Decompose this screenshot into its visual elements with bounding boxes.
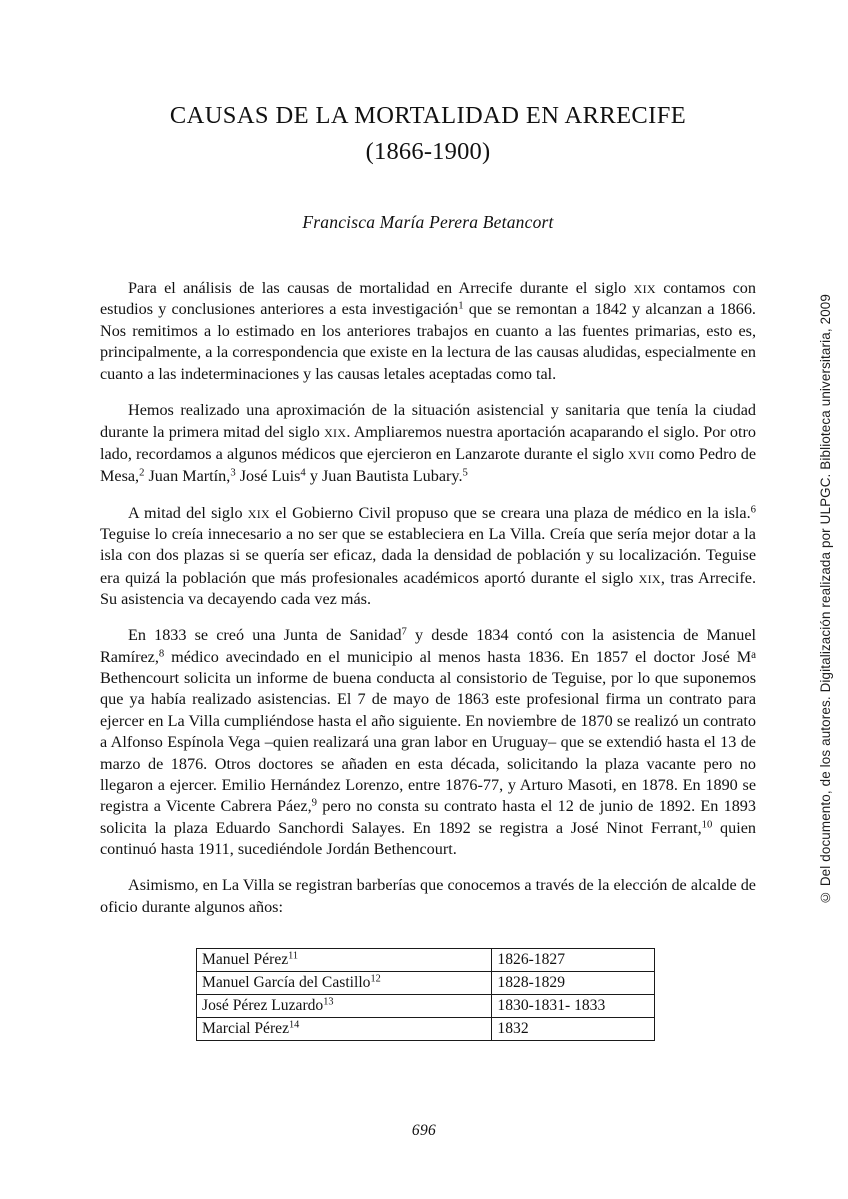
- p3-text-b: el Gobierno Civil propuso que se creara una plaza de médico en la isla.: [270, 503, 751, 522]
- p4-text-b: y desde 1834 contó con la asistencia de Manuel Ramírez,: [100, 626, 757, 666]
- paragraph-2: [100, 400, 756, 488]
- paragraph-4: [100, 625, 756, 860]
- footnote-ref-8: 8: [158, 647, 165, 660]
- p4-text-a: En 1833 se creó una Junta de Sanidad: [128, 626, 402, 645]
- p3-text-d: , tras Arrecife. Su asistencia va decayendo cada vez más.: [100, 568, 756, 609]
- page-subtitle: (1866-1900): [365, 138, 491, 165]
- barbers-table-body: [197, 949, 655, 1041]
- p2-text-e: José Luis: [235, 466, 301, 485]
- barber-name: José Pérez Luzardo: [202, 997, 324, 1014]
- side-copyright-text: © Del documento, de los autores. Digitalización realizada por ULPGC. Biblioteca universitaria, 2009: [817, 293, 833, 906]
- footnote-ref-11: 11: [288, 950, 299, 962]
- footnote-ref-14: 14: [289, 1019, 300, 1031]
- p2-text-a: Hemos realizado una aproximación de la situación asistencial y sanitaria que tenía la ciudad durante la primera mitad del siglo: [100, 400, 756, 441]
- footnote-ref-2: 2: [139, 466, 145, 479]
- p3-smallcaps-century-2: xix: [638, 567, 661, 587]
- p2-text-d: Juan Martín,: [144, 466, 231, 485]
- p3-smallcaps-century-1: xix: [247, 502, 271, 522]
- p2-smallcaps-century-1: xix: [324, 421, 347, 441]
- table-cell-years: 1828-1829: [492, 972, 655, 995]
- barbers-table: [196, 948, 655, 1041]
- table-cell-name: [197, 995, 492, 1018]
- barber-name: Marcial Pérez: [202, 1020, 290, 1037]
- footnote-ref-1: 1: [458, 299, 464, 312]
- p4-text-f: quien continuó hasta 1911, sucediéndole Jordán Bethencourt.: [100, 818, 756, 859]
- p4-text-e: pero no consta su contrato hasta el 12 de junio de 1892. En 1893 solicita la plaza Eduardo Sanchordi Salayes. En 1892 se registra a José Ninot Ferrant,: [100, 797, 756, 837]
- footnote-ref-12: 12: [370, 973, 381, 985]
- p1-text-a: Para el análisis de las causas de mortalidad en Arrecife durante el siglo: [128, 279, 634, 297]
- p4-text-d: Bethencourt solicita un informe de buena conducta al consistorio de Teguise, por lo que suponemos que ya había realizado asistencias. El 7 de mayo de 1863 este profesional firma un contrato para ejercer en La Villa cumpliéndose hasta el año siguiente. En noviembre de 1870 se realizó un contrato a Alfonso Espínola Vega –quien realizará una gran labor en Uruguay– que se extendió hasta el 13 de marzo de 1876. Otros doctores se añaden en esta década, solicitando la plaza vacante pero no llegaron a ejercer. Emilio Hernández Lorenzo, entre 1876-77, y Arturo Masoti, en 1878. En 1890 se registra a Vicente Cabrera Páez,: [100, 669, 756, 816]
- title-block: [100, 100, 756, 233]
- table-cell-name: [197, 949, 492, 972]
- table-cell-years: 1826-1827: [492, 949, 655, 972]
- p1-text-c: que se remontan a 1842 y alcanzan a 1866. Nos remitimos a lo estimado en los anteriores trabajos en cuanto a las fuentes primarias, esto es, principalmente, a la correspondencia que existe en la lectura de las causas aludidas, especialmente en cuanto a las indeterminaciones y las causas letales aceptadas como tal.: [100, 300, 756, 383]
- p3-text-a: A mitad del siglo: [128, 503, 248, 522]
- footnote-ref-13: 13: [323, 996, 334, 1008]
- footnote-ref-9: 9: [311, 796, 317, 809]
- table-row: [197, 1018, 655, 1041]
- p4-text-c: médico avecindado en el municipio al menos hasta 1836. En 1857 el doctor José M: [164, 647, 752, 666]
- p2-text-c: como Pedro de Mesa,: [100, 445, 757, 485]
- footnote-ref-6: 6: [750, 503, 757, 516]
- table-cell-years: 1830-1831- 1833: [492, 995, 655, 1018]
- p2-text-b: . Ampliaremos nuestra aportación acaparando el siglo. Por otro lado, recordamos a algunos médicos que ejercieron en Lanzarote durante el siglo: [100, 422, 756, 464]
- barbers-table-container: [196, 948, 655, 1041]
- footnote-ref-10: 10: [701, 818, 713, 831]
- body-text: [100, 277, 756, 918]
- barber-name: Manuel García del Castillo: [202, 974, 371, 991]
- table-cell-years: 1832: [492, 1018, 655, 1041]
- p3-text-c: Teguise lo creía innecesario a no ser que se estableciera en La Villa. Creía que sería mejor dotar a la isla con dos plazas si se quería ser eficaz, dada la densidad de población y su localización. Teguise era quizá la población que más profesionales académicos aportó durante el siglo: [100, 525, 756, 587]
- side-copyright-notice: [808, 0, 842, 1199]
- p2-smallcaps-century-2: xvii: [628, 444, 655, 464]
- footnote-ref-5: 5: [462, 466, 468, 479]
- footnote-ref-3: 3: [230, 466, 236, 479]
- paragraph-1: [100, 277, 756, 385]
- paragraph-3: [100, 502, 756, 611]
- barber-name: Manuel Pérez: [202, 951, 289, 968]
- table-row: [197, 972, 655, 995]
- page-title: CAUSAS DE LA MORTALIDAD EN ARRECIFE: [169, 102, 687, 129]
- footnote-ref-4: 4: [300, 466, 306, 479]
- table-row: [197, 995, 655, 1018]
- p1-text-b: contamos con estudios y conclusiones anteriores a esta investigación: [100, 279, 756, 319]
- paragraph-5: [100, 875, 756, 918]
- author-name: Francisca María Perera Betancort: [302, 212, 554, 232]
- page-number: 696: [411, 1122, 437, 1139]
- footnote-ref-7: 7: [401, 625, 407, 638]
- table-cell-name: [197, 972, 492, 995]
- table-row: [197, 949, 655, 972]
- table-cell-name: [197, 1018, 492, 1041]
- p5-text-a: Asimismo, en La Villa se registran barberías que conocemos a través de la elección de alcalde de oficio durante algunos años:: [100, 876, 756, 916]
- p1-smallcaps-century: xix: [633, 278, 656, 297]
- ordinal-indicator-a: a: [751, 648, 756, 661]
- p2-text-f: y Juan Bautista Lubary.: [305, 466, 463, 485]
